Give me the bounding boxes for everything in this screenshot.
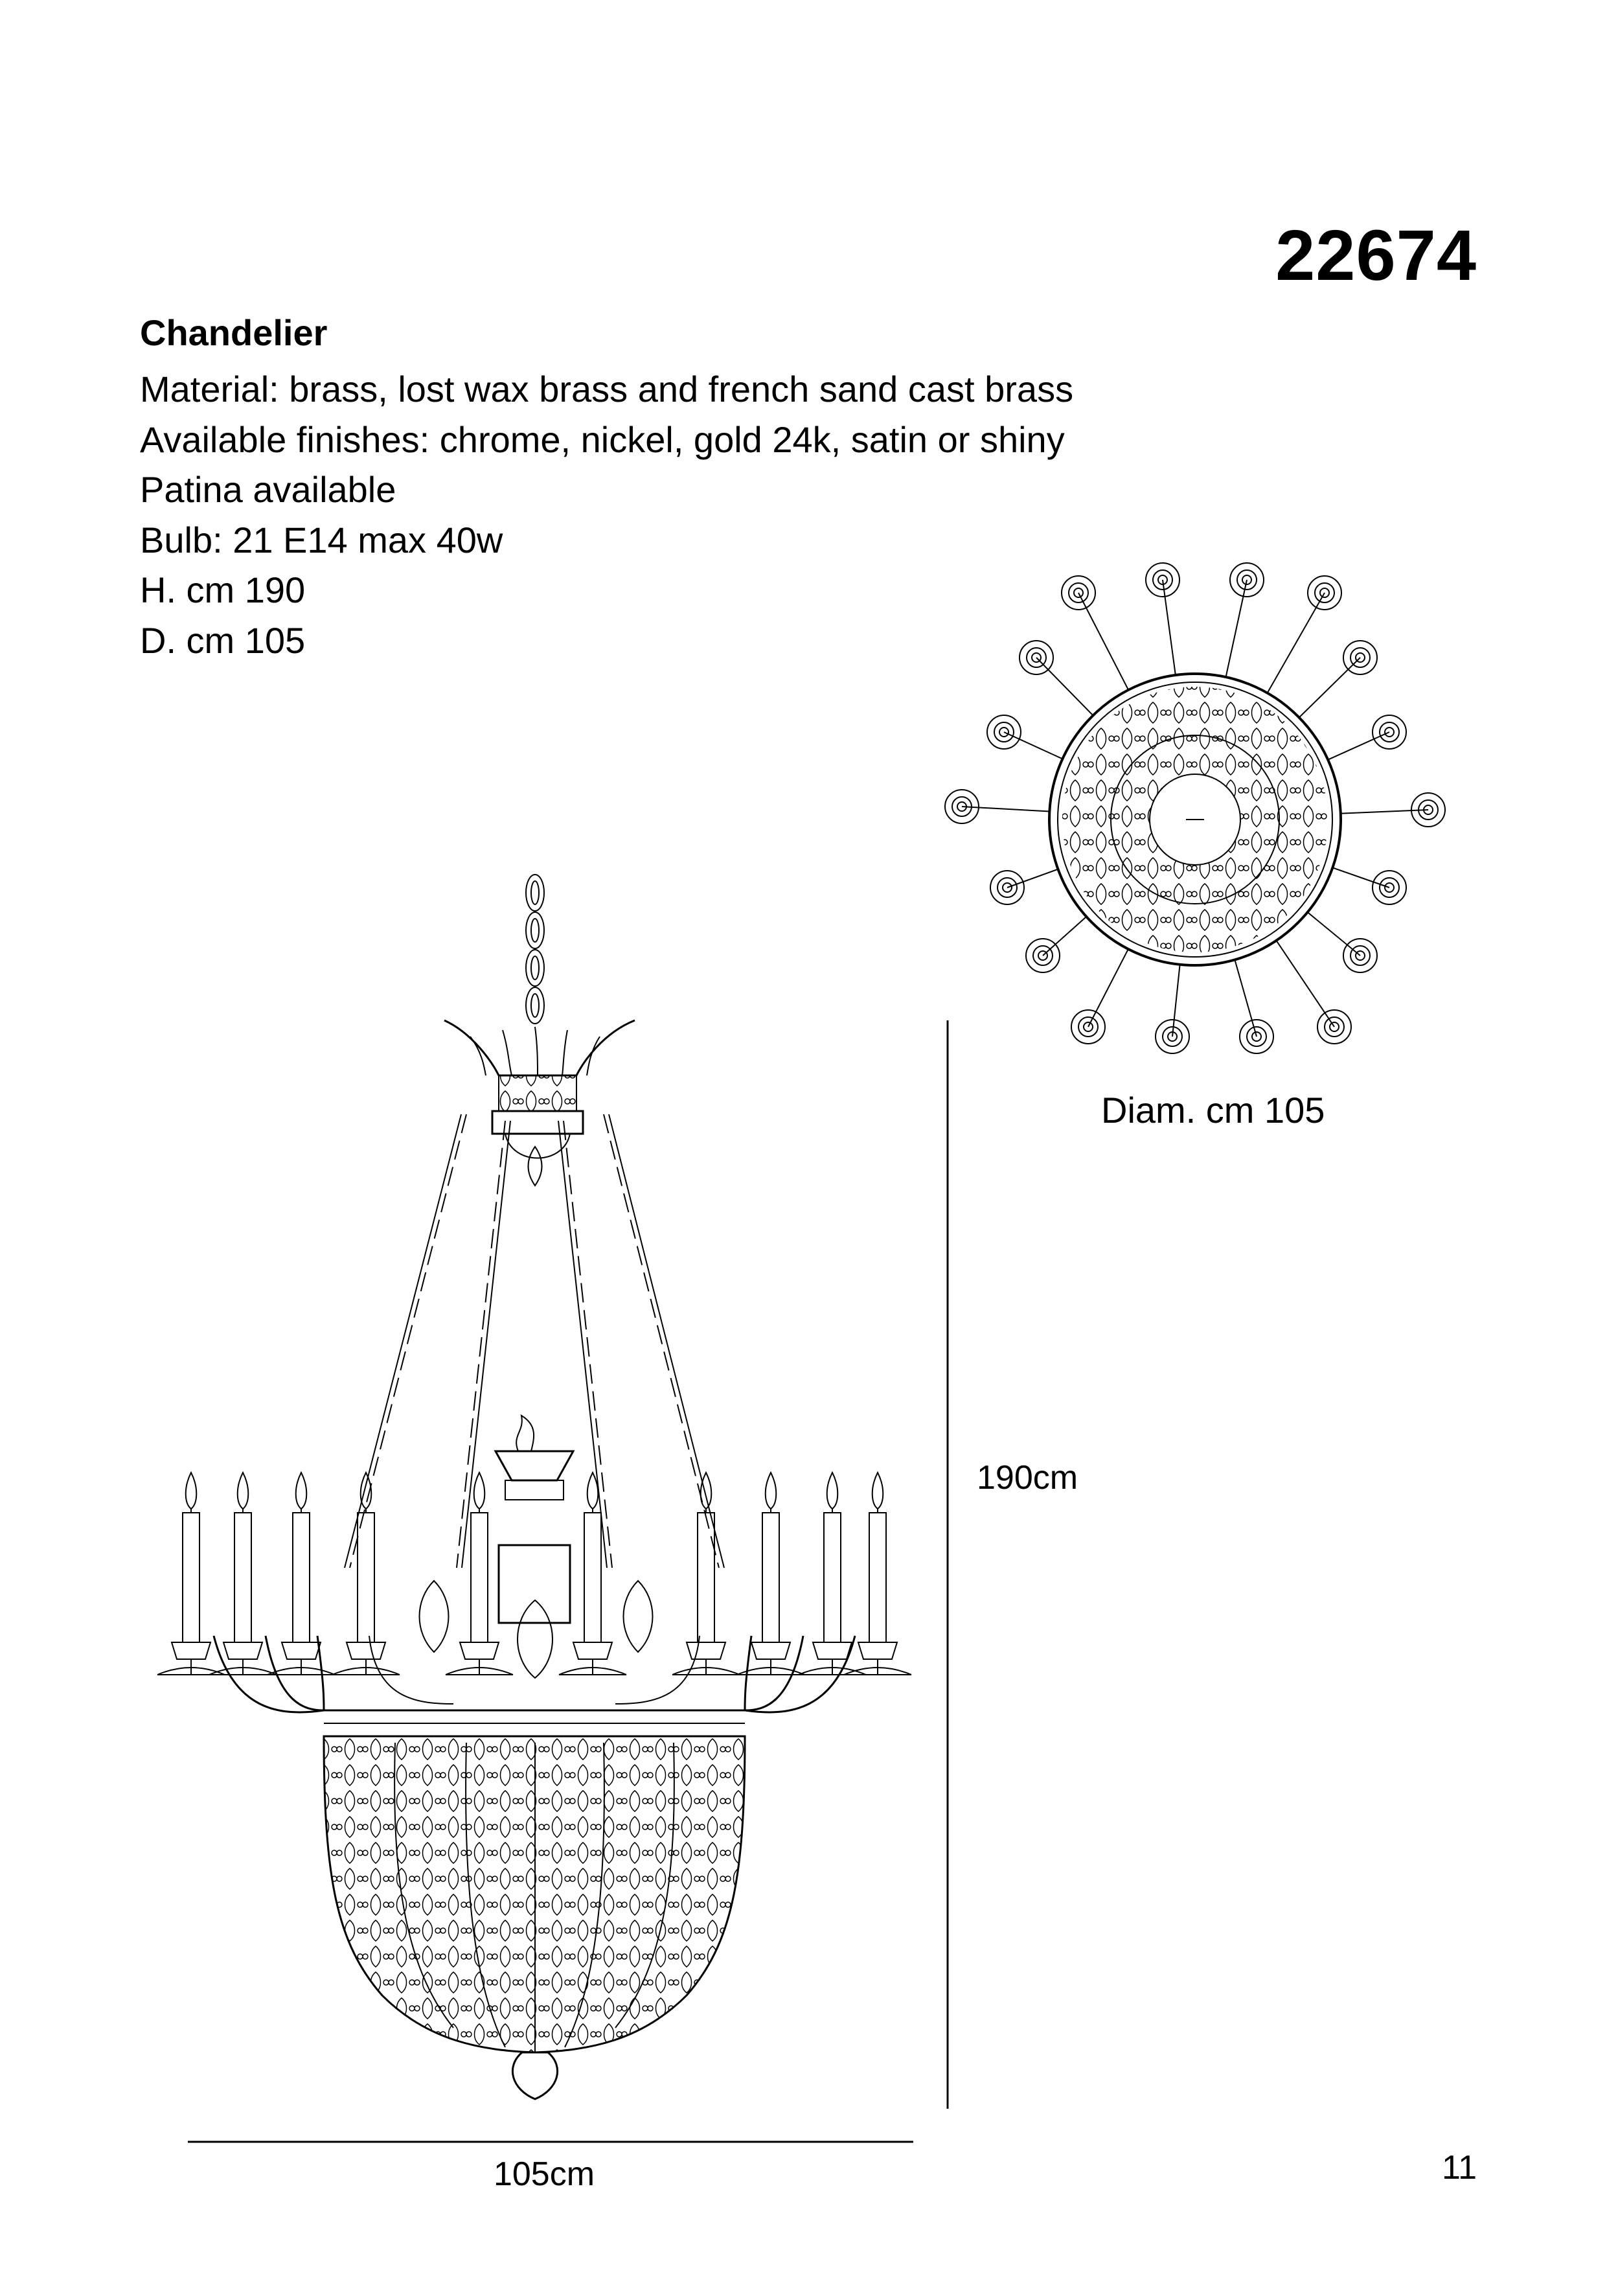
spec-diameter: D. cm 105 (140, 619, 306, 661)
spec-height: H. cm 190 (140, 569, 306, 610)
spec-list (140, 364, 1073, 665)
width-dimension-label: 105cm (493, 2155, 595, 2193)
spec-patina: Patina available (140, 469, 396, 510)
top-view-diameter-label: Diam. cm 105 (1101, 1090, 1325, 1131)
gallery-band (324, 1710, 745, 1736)
basket-bowl (324, 1736, 745, 2099)
candle-arms (214, 1636, 855, 1712)
product-code: 22674 (1275, 216, 1477, 295)
center-urn (496, 1416, 573, 1623)
crown (444, 1020, 635, 1186)
spec-finishes: Available finishes: chrome, nickel, gold 24k, satin or shiny (140, 419, 1065, 460)
spec-bulb: Bulb: 21 E14 max 40w (140, 519, 503, 560)
suspension-chain (526, 875, 544, 1024)
spec-material: Material: brass, lost wax brass and french sand cast brass (140, 369, 1074, 409)
page-number: 11 (1442, 2149, 1477, 2187)
height-dimension-label: 190cm (977, 1459, 1078, 1497)
ornament-palmettes (420, 1581, 653, 1678)
product-name: Chandelier (140, 312, 328, 353)
elevation-drawing (157, 875, 911, 2099)
candles (157, 1473, 911, 1675)
top-view-ring (1049, 674, 1341, 965)
